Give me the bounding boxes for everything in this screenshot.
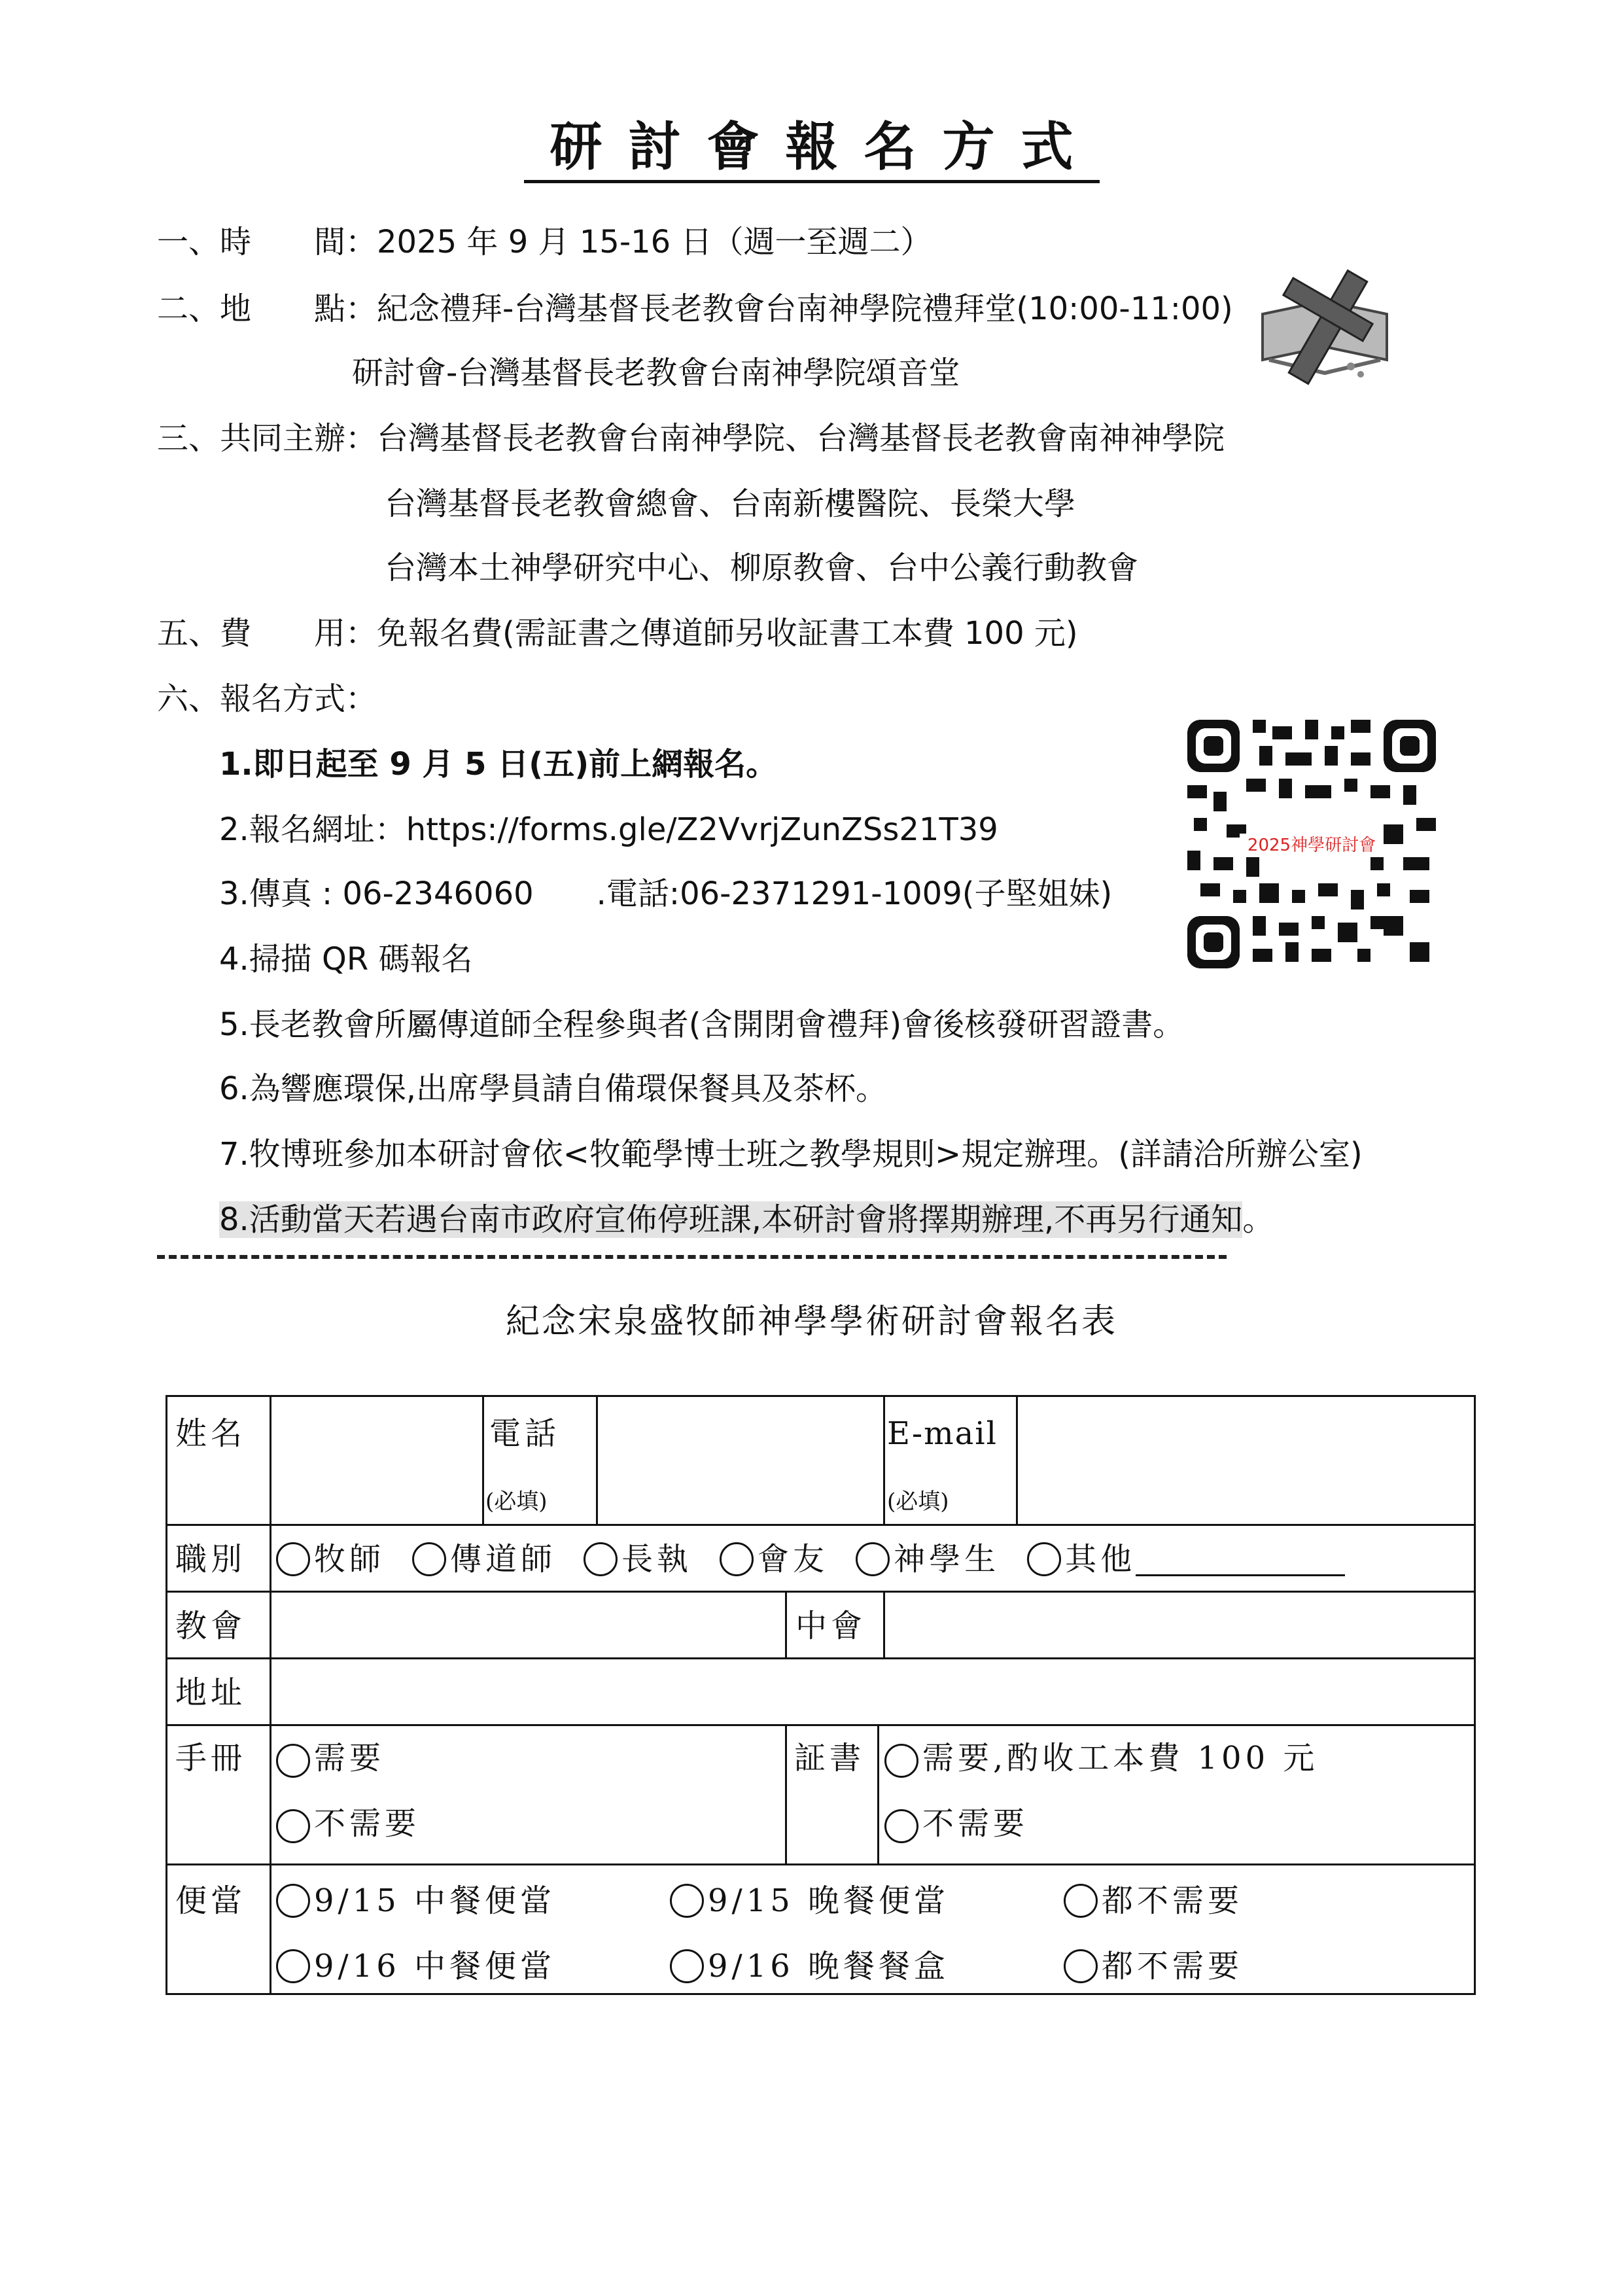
position-option-other[interactable]: 其他 [1027, 1540, 1345, 1579]
certificate-label: 証書 [794, 1740, 865, 1776]
handbook-option-no[interactable]: 不需要 [276, 1804, 420, 1843]
radio-icon[interactable] [276, 1809, 310, 1843]
place-value-memorial: 紀念禮拜-台灣基督長老教會台南神學院禮拜堂(10:00-11:00) [377, 291, 1233, 327]
radio-icon[interactable] [276, 1949, 310, 1983]
radio-icon[interactable] [584, 1542, 618, 1576]
certificate-option-no[interactable]: 不需要 [884, 1804, 1028, 1843]
position-label: 職別 [175, 1541, 247, 1578]
step-2-url[interactable]: 2.報名網址：https://forms.gle/Z2VvrjZunZSs21T39 [219, 811, 998, 848]
radio-icon[interactable] [884, 1744, 918, 1778]
fee-value: 免報名費(需証書之傳道師另收証書工本費 100 元) [377, 615, 1078, 652]
organizers-line-2: 台灣基督長老教會總會、台南新樓醫院、長榮大學 [385, 486, 1076, 522]
radio-icon[interactable] [276, 1542, 310, 1576]
position-option-seminarian[interactable]: 神學生 [856, 1540, 1000, 1579]
meal-option-0916-none[interactable]: 都不需要 [1064, 1947, 1243, 1986]
step-8-text: 8.活動當天若遇台南市政府宣佈停班課,本研討會將擇期辦理,不再另行通知 [219, 1201, 1243, 1238]
radio-icon[interactable] [1027, 1542, 1061, 1576]
name-label: 姓名 [175, 1415, 247, 1452]
name-field[interactable] [276, 1400, 476, 1519]
phone-required-note: (必填) [485, 1489, 548, 1515]
place-value-seminar: 研討會-台灣基督長老教會台南神學院頌音堂 [352, 355, 960, 391]
qr-label: 2025神學研討會 [1240, 834, 1384, 857]
handbook-option-yes[interactable]: 需要 [276, 1739, 385, 1778]
phone-label: 電話 [489, 1415, 561, 1452]
radio-icon[interactable] [720, 1542, 754, 1576]
cut-line-divider [157, 1255, 1227, 1259]
step-8 [219, 1200, 1274, 1239]
radio-icon[interactable] [670, 1884, 704, 1918]
position-option-member[interactable]: 會友 [720, 1540, 828, 1579]
certificate-option-yes[interactable]: 需要,酌收工本費 100 元 [884, 1739, 1318, 1778]
church-field[interactable] [276, 1596, 780, 1652]
step-1: 1.即日起至 9 月 5 日(五)前上網報名。 [219, 746, 778, 783]
meal-option-0915-dinner[interactable]: 9/15 晚餐便當 [670, 1881, 1036, 1920]
page-title: 研討會報名方式 [0, 115, 1623, 180]
presbytery-field[interactable] [890, 1596, 1466, 1652]
meal-option-0915-none[interactable]: 都不需要 [1064, 1881, 1243, 1920]
step-8-end: 。 [1242, 1201, 1274, 1238]
place-row [157, 289, 1233, 328]
meal-row-0916 [276, 1947, 1270, 1992]
address-field[interactable] [276, 1663, 1467, 1719]
address-label: 地址 [175, 1674, 247, 1711]
registration-form-table [166, 1395, 1476, 1995]
step-4: 4.掃描 QR 碼報名 [219, 941, 473, 978]
meal-option-0916-lunch[interactable]: 9/16 中餐便當 [276, 1947, 642, 1986]
step-6: 6.為響應環保,出席學員請自備環保餐具及茶杯。 [219, 1070, 888, 1107]
time-row [157, 222, 932, 262]
meal-option-0916-dinner[interactable]: 9/16 晚餐餐盒 [670, 1947, 1036, 1986]
fee-label: 五、費 用： [157, 615, 377, 652]
phone-field[interactable] [603, 1400, 878, 1519]
email-field[interactable] [1023, 1400, 1468, 1519]
handbook-label: 手冊 [175, 1740, 247, 1776]
step-7: 7.牧博班參加本研討會依<牧範學博士班之教學規則>規定辦理。(詳請洽所辦公室) [219, 1136, 1363, 1173]
radio-icon[interactable] [1064, 1949, 1098, 1983]
radio-icon[interactable] [884, 1809, 918, 1843]
position-option-evangelist[interactable]: 傳道師 [412, 1540, 556, 1579]
place-label: 二、地 點： [157, 291, 377, 327]
position-options [276, 1540, 1345, 1585]
meal-label: 便當 [175, 1882, 247, 1919]
position-option-pastor[interactable]: 牧師 [276, 1540, 385, 1579]
organizers-line-3: 台灣本土神學研究中心、柳原教會、台中公義行動教會 [385, 550, 1139, 586]
organizers-line-1: 台灣基督長老教會台南神學院、台灣基督長老教會南神神學院 [377, 420, 1225, 457]
radio-icon[interactable] [856, 1542, 890, 1576]
church-label: 教會 [175, 1608, 247, 1644]
time-label: 一、時 間： [157, 224, 377, 260]
radio-icon[interactable] [276, 1744, 310, 1778]
step-5: 5.長老教會所屬傳道師全程參與者(含開閉會禮拜)會後核發研習證書。 [219, 1006, 1185, 1043]
meal-option-0915-lunch[interactable]: 9/15 中餐便當 [276, 1881, 642, 1920]
email-required-note: (必填) [887, 1489, 949, 1515]
method-label: 六、報名方式： [157, 680, 377, 717]
presbytery-label: 中會 [795, 1608, 867, 1644]
radio-icon[interactable] [276, 1884, 310, 1918]
organizers-label: 三、共同主辦： [157, 420, 377, 457]
form-title: 紀念宋泉盛牧師神學學術研討會報名表 [505, 1302, 1117, 1341]
step-3-contact: 3.傳真 : 06-2346060 .電話:06-2371291-1009(子堅姐妹) [219, 875, 1113, 912]
radio-icon[interactable] [412, 1542, 446, 1576]
radio-icon[interactable] [1064, 1884, 1098, 1918]
time-value: 2025 年 9 月 15-16 日（週一至週二） [377, 224, 932, 260]
position-option-elder-deacon[interactable]: 長執 [584, 1540, 692, 1579]
fee-row [157, 614, 1078, 653]
email-label: E-mail [887, 1415, 998, 1452]
other-position-field[interactable] [1136, 1543, 1345, 1576]
radio-icon[interactable] [670, 1949, 704, 1983]
organizers-row [157, 419, 1225, 458]
meal-row-0915 [276, 1881, 1270, 1927]
bible-cross-icon [1253, 262, 1397, 393]
